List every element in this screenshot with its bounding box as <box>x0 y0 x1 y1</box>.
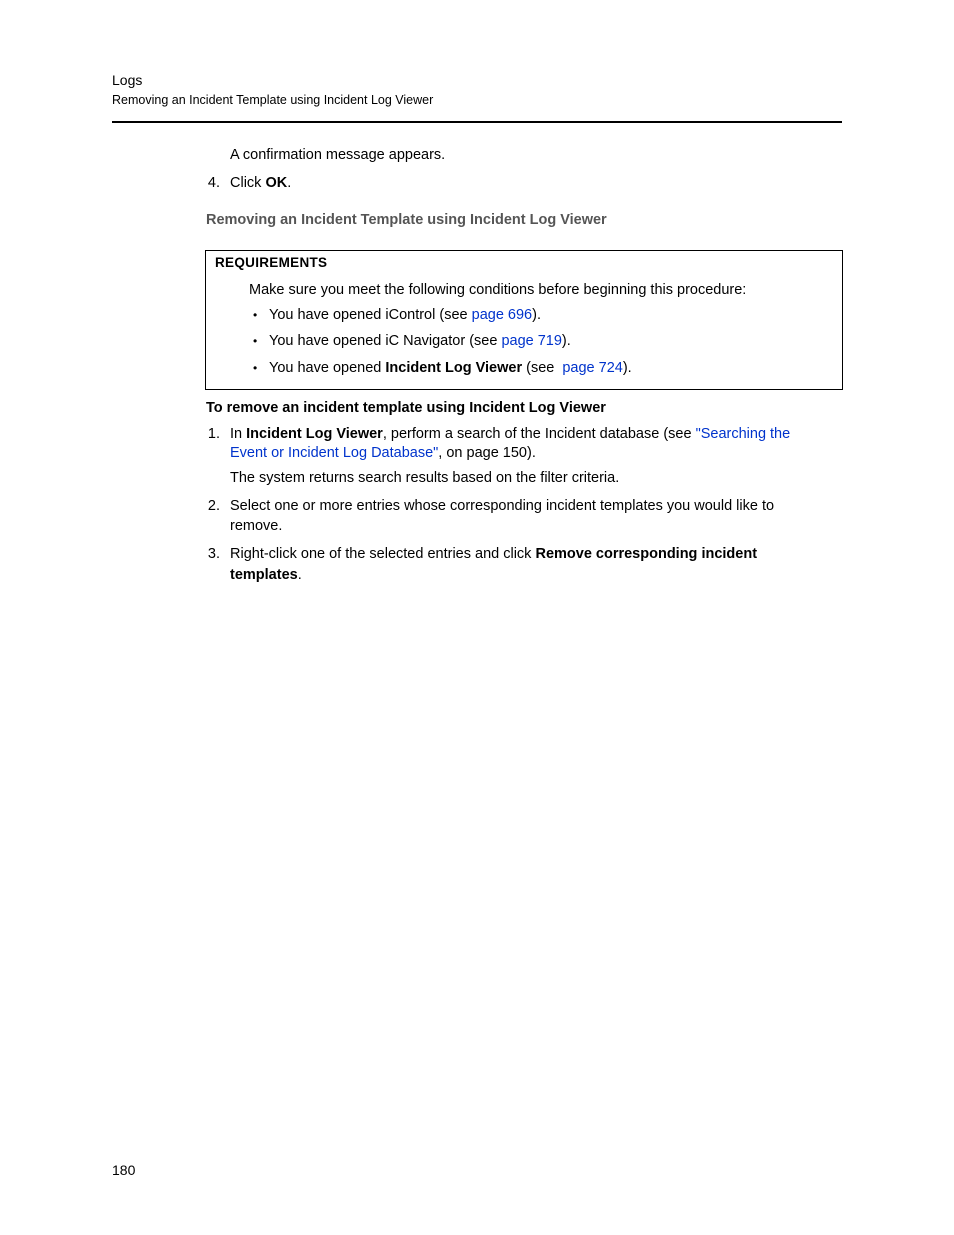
page-number: 180 <box>112 1162 136 1178</box>
requirement-post: ). <box>622 360 632 376</box>
requirement-pre: You have opened iControl (see <box>269 307 472 323</box>
step-3-line-1 <box>230 544 757 564</box>
bullet-glyph: • <box>253 308 258 322</box>
step-4-text <box>230 173 291 193</box>
step-2-number: 2. <box>207 498 220 514</box>
requirement-post: ). <box>532 307 541 323</box>
step-3-bold: Remove corresponding incident <box>535 546 758 562</box>
searching-link-cont[interactable]: Event or Incident Log Database" <box>230 445 439 461</box>
step-1-pre: In <box>230 426 247 442</box>
procedure-title: To remove an incident template using Incident Log Viewer <box>206 400 606 416</box>
step-3-pre: Right-click one of the selected entries and click <box>230 546 536 562</box>
step-3-line-2 <box>230 565 302 585</box>
step-4-pre: Click <box>230 175 266 191</box>
requirement-post: ). <box>561 333 571 349</box>
running-header-section: Removing an Incident Template using Incident Log Viewer <box>112 93 434 107</box>
page-link[interactable]: page 719 <box>501 333 562 349</box>
header-rule <box>112 121 842 123</box>
requirement-mid: (see <box>522 360 559 376</box>
section-heading: Removing an Incident Template using Incident Log Viewer <box>206 212 607 228</box>
requirements-title: REQUIREMENTS <box>215 255 328 270</box>
step-3-post: . <box>297 567 302 583</box>
requirement-item <box>269 331 571 351</box>
requirement-pre: You have opened <box>269 360 386 376</box>
bullet-glyph: • <box>253 334 258 348</box>
page-link[interactable]: page 724 <box>562 360 623 376</box>
step-1-post: , on page 150). <box>438 445 536 461</box>
step-4-number: 4. <box>207 175 220 191</box>
requirement-item <box>269 358 632 378</box>
step-2-line-2: remove. <box>230 518 283 534</box>
step-2-line-1: Select one or more entries whose corresponding incident templates you would like to <box>230 498 775 514</box>
step-1-number: 1. <box>207 426 220 442</box>
step-1-bold: Incident Log Viewer <box>246 426 383 442</box>
step-3-bold-cont: templates <box>230 567 298 583</box>
requirement-item <box>269 305 541 325</box>
page-link[interactable]: page 696 <box>471 307 533 323</box>
searching-link[interactable]: "Searching the <box>695 426 791 442</box>
step-1-line-2 <box>230 443 536 463</box>
requirement-bold: Incident Log Viewer <box>385 360 523 376</box>
step-3-number: 3. <box>207 546 220 562</box>
step-1-line-1 <box>230 424 790 444</box>
step-4-post: . <box>287 175 292 191</box>
requirement-pre: You have opened iC Navigator (see <box>269 333 502 349</box>
step-1-mid: , perform a search of the Incident database (see <box>382 426 696 442</box>
bullet-glyph: • <box>253 361 258 375</box>
confirmation-note: A confirmation message appears. <box>230 147 446 163</box>
running-header-chapter: Logs <box>112 72 143 88</box>
step-4-ok: OK <box>265 175 288 191</box>
requirements-intro: Make sure you meet the following conditions before beginning this procedure: <box>249 282 747 298</box>
step-1-result: The system returns search results based on the filter criteria. <box>230 470 620 486</box>
